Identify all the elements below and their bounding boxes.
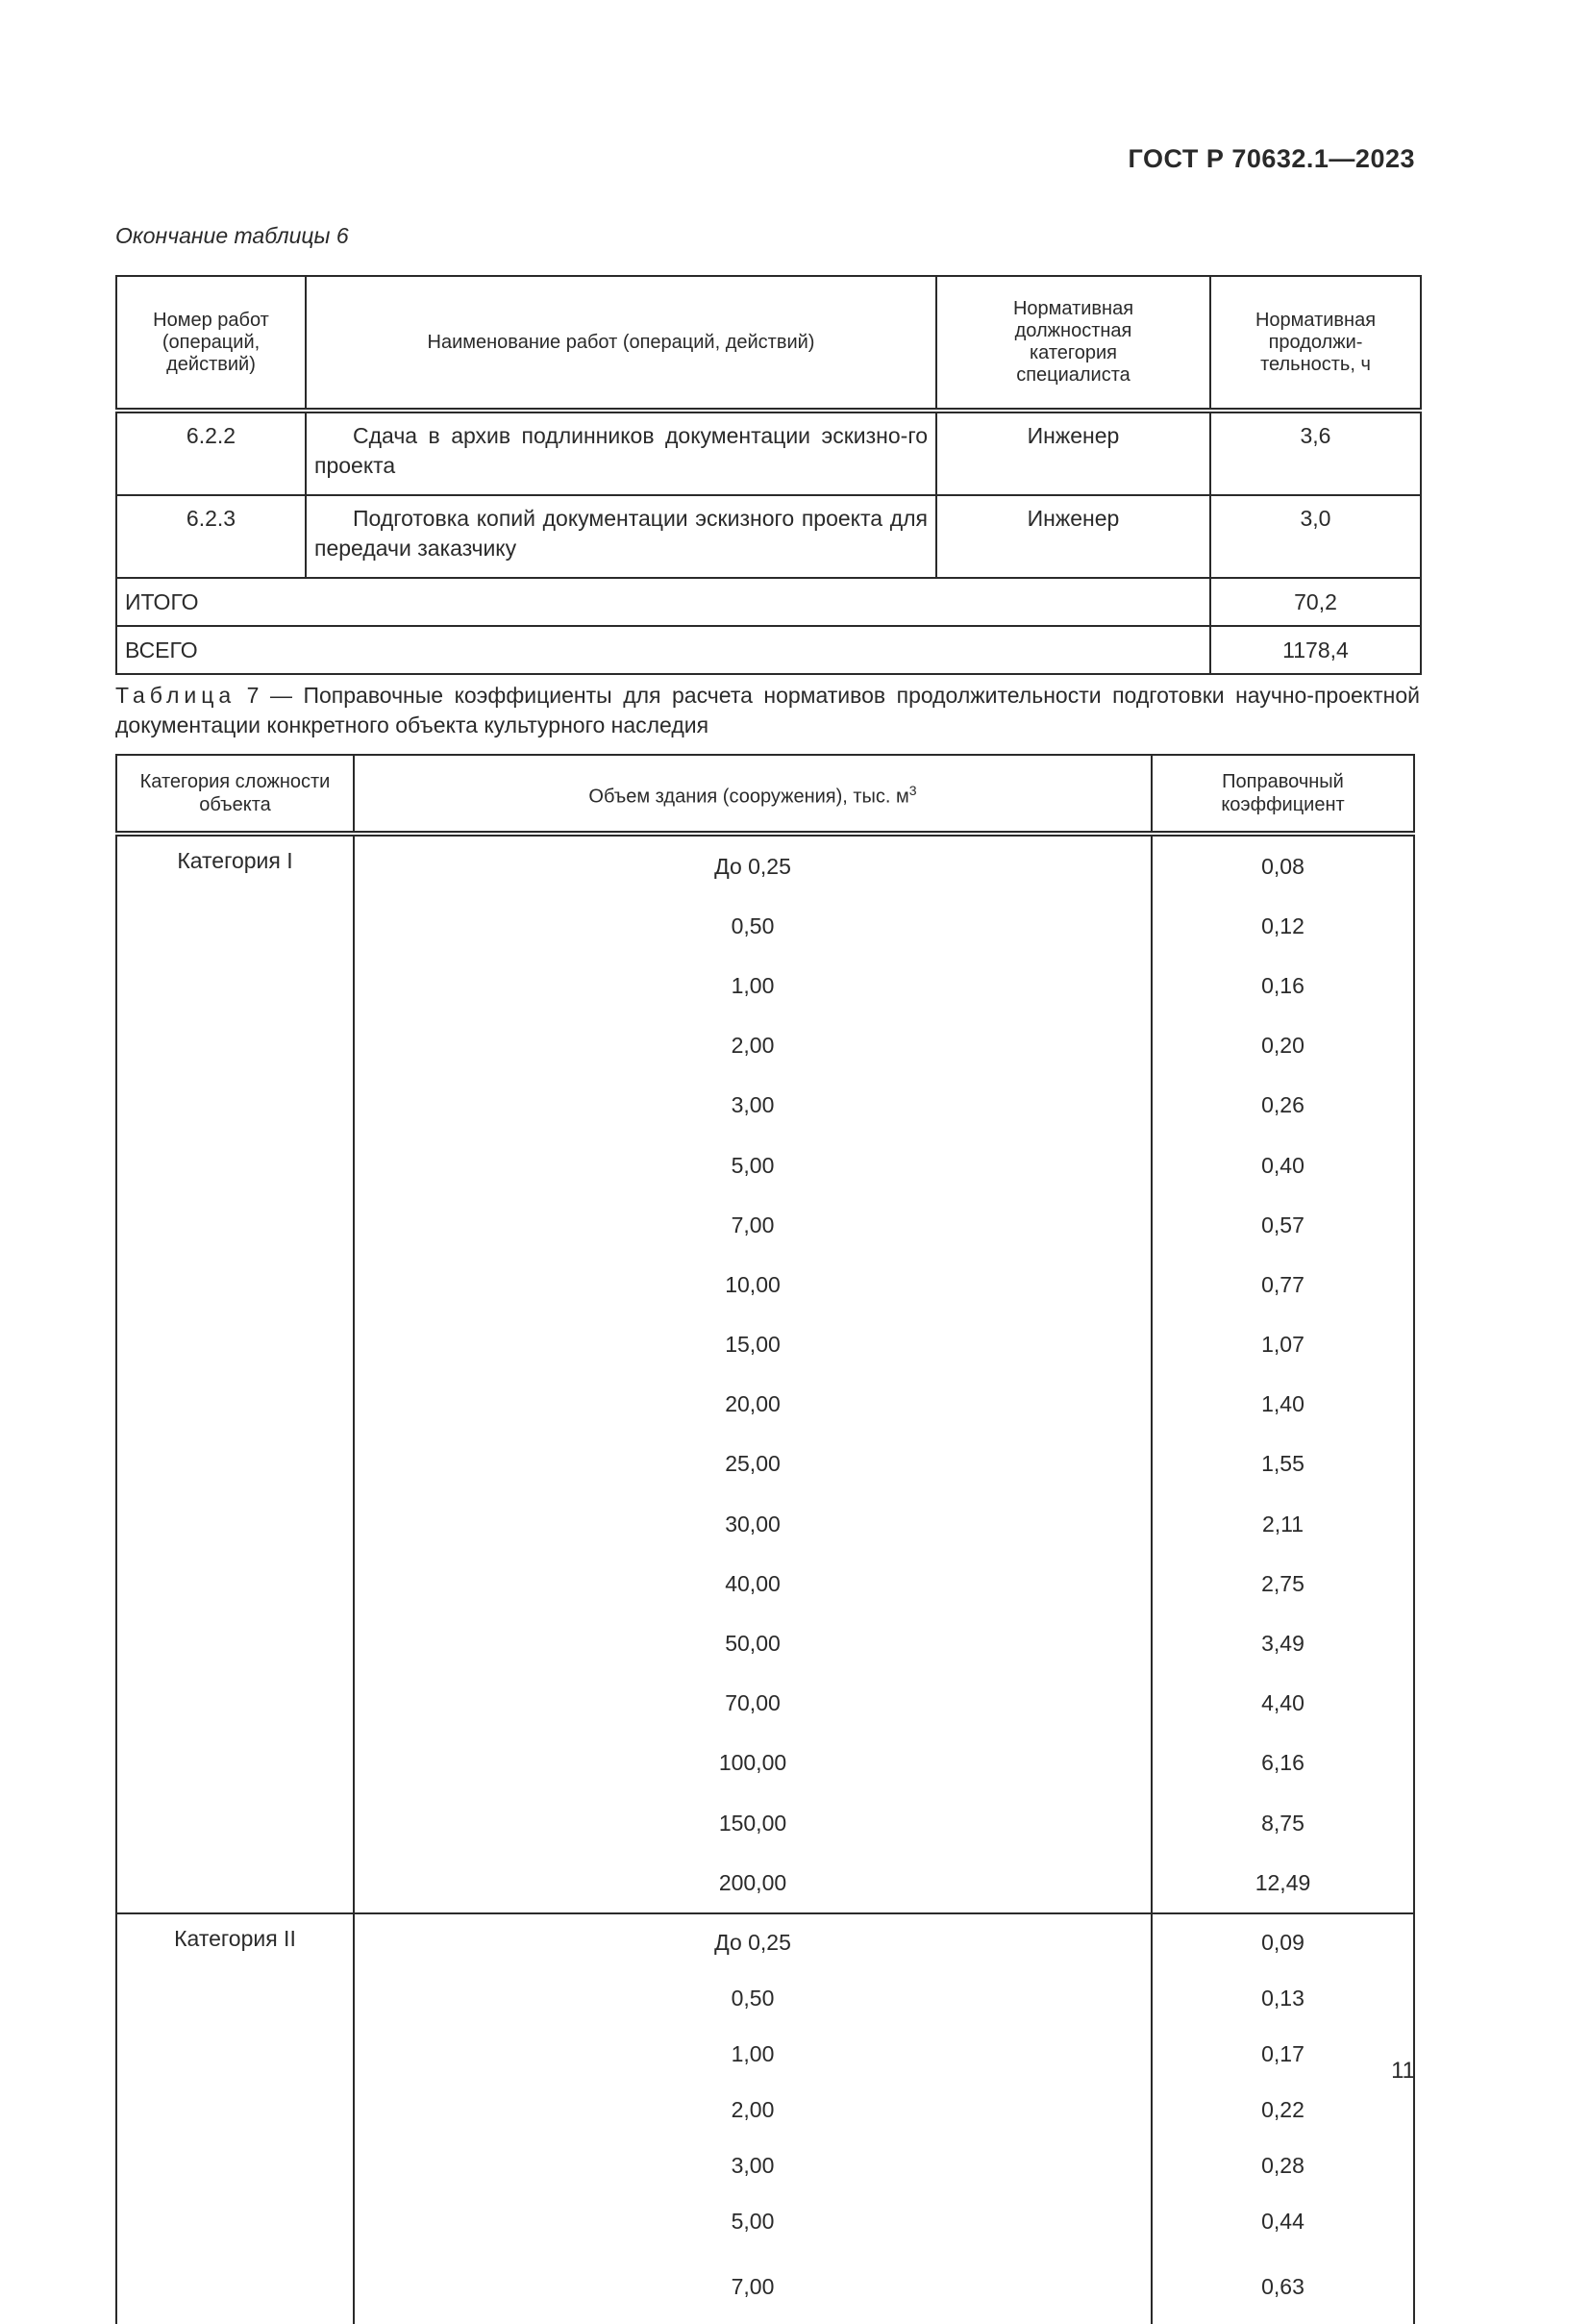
volume-cell: 200,00	[354, 1853, 1152, 1913]
category-cell	[116, 1793, 354, 1853]
volume-header-text: Объем здания (сооружения), тыс. м	[588, 786, 909, 808]
coefficient-cell: 2,75	[1152, 1554, 1414, 1613]
table-row	[116, 1255, 1414, 1314]
table-row	[116, 1435, 1414, 1494]
coefficient-cell: 0,77	[1152, 1255, 1414, 1314]
volume-cell: 5,00	[354, 1136, 1152, 1195]
volume-cell: 25,00	[354, 1435, 1152, 1494]
work-name-text: Сдача в архив подлинников документации эскизно-го проекта	[314, 423, 928, 478]
table-row	[116, 1076, 1414, 1136]
coefficient-cell: 0,28	[1152, 2137, 1414, 2193]
coefficient-cell: 0,13	[1152, 1970, 1414, 2026]
coefficient-cell: 12,49	[1152, 1853, 1414, 1913]
category-cell	[116, 1494, 354, 1554]
coefficient-cell: 1,40	[1152, 1375, 1414, 1435]
coefficient-cell: 0,12	[1152, 896, 1414, 956]
table-row	[116, 1734, 1414, 1793]
coefficient-cell: 0,09	[1152, 1913, 1414, 1970]
volume-cell: 3,00	[354, 2137, 1152, 2193]
category-cell	[116, 2082, 354, 2137]
category-cell	[116, 1613, 354, 1673]
category-cell	[116, 1734, 354, 1793]
coefficient-cell: 0,26	[1152, 1076, 1414, 1136]
category-cell	[116, 896, 354, 956]
coefficient-cell: 4,40	[1152, 1674, 1414, 1734]
volume-cell: 3,00	[354, 1076, 1152, 1136]
volume-cell: До 0,25	[354, 1913, 1152, 1970]
volume-cell: 0,50	[354, 1970, 1152, 2026]
table-row	[116, 1016, 1414, 1076]
work-number: 6.2.2	[116, 411, 306, 495]
document-code: ГОСТ Р 70632.1—2023	[1128, 144, 1415, 173]
coefficient-cell: 0,57	[1152, 1195, 1414, 1255]
volume-cell: 0,50	[354, 896, 1152, 956]
table7-header-row	[116, 755, 1414, 834]
coefficient-cell: 1,07	[1152, 1315, 1414, 1375]
coefficient-cell: 0,17	[1152, 2026, 1414, 2082]
work-name	[306, 411, 936, 495]
table7-caption	[115, 681, 1420, 740]
volume-cell: 20,00	[354, 1375, 1152, 1435]
coefficient-cell: 3,49	[1152, 1613, 1414, 1673]
table-row	[116, 1554, 1414, 1613]
table-row	[116, 2249, 1414, 2324]
volume-cell: 7,00	[354, 2249, 1152, 2324]
coefficient-cell: 0,44	[1152, 2193, 1414, 2249]
volume-cell: 70,00	[354, 1674, 1152, 1734]
table6-header-category: Нормативная должностная категория специалиста	[936, 276, 1210, 411]
category-cell	[116, 956, 354, 1015]
table7-caption-text: 7 — Поправочные коэффициенты для расчета нормативов продолжительности подготовки научно-проектной документации конкретного объекта культурного наследия	[115, 683, 1420, 737]
volume-cell: 2,00	[354, 1016, 1152, 1076]
category-group-1	[116, 834, 1414, 1913]
page-number: 11	[1391, 2058, 1415, 2084]
category-cell: Категория II	[116, 1913, 354, 1970]
coefficient-cell: 0,63	[1152, 2249, 1414, 2324]
category-cell	[116, 1016, 354, 1076]
table6	[115, 275, 1422, 675]
table6-caption: Окончание таблицы 6	[115, 223, 349, 248]
volume-cell: 7,00	[354, 1195, 1152, 1255]
table6-header-name: Наименование работ (операций, действий)	[306, 276, 936, 411]
table-row	[116, 1674, 1414, 1734]
table-row	[116, 1853, 1414, 1913]
total-row	[116, 578, 1421, 626]
table-row	[116, 896, 1414, 956]
category-cell	[116, 1853, 354, 1913]
table-row	[116, 1793, 1414, 1853]
category-cell	[116, 2249, 354, 2324]
table7-caption-prefix: Таблица	[115, 683, 236, 708]
table6-header-duration: Нормативная продолжи-тельность, ч	[1210, 276, 1421, 411]
table-row	[116, 1375, 1414, 1435]
table-row	[116, 1315, 1414, 1375]
volume-cell: 100,00	[354, 1734, 1152, 1793]
table-row	[116, 1970, 1414, 2026]
category-cell	[116, 1435, 354, 1494]
work-name-text: Подготовка копий документации эскизного проекта для передачи заказчику	[314, 506, 928, 561]
coefficient-cell: 0,08	[1152, 834, 1414, 896]
table-row	[116, 1195, 1414, 1255]
category-cell	[116, 2026, 354, 2082]
table7	[115, 754, 1415, 2324]
total-value: 70,2	[1210, 578, 1421, 626]
table-row	[116, 1494, 1414, 1554]
table7-header-volume	[354, 755, 1152, 834]
total-label: ИТОГО	[116, 578, 1210, 626]
grand-total-row	[116, 626, 1421, 674]
category-cell	[116, 1970, 354, 2026]
volume-cell: 1,00	[354, 2026, 1152, 2082]
table7-header-category: Категория сложности объекта	[116, 755, 354, 834]
table-row	[116, 2193, 1414, 2249]
volume-cell: 1,00	[354, 956, 1152, 1015]
table-row	[116, 1136, 1414, 1195]
category-cell	[116, 1554, 354, 1613]
category-cell	[116, 1674, 354, 1734]
volume-cell: 30,00	[354, 1494, 1152, 1554]
table-row	[116, 1913, 1414, 1970]
category-cell	[116, 2137, 354, 2193]
volume-cell: До 0,25	[354, 834, 1152, 896]
category-cell	[116, 1315, 354, 1375]
table-row	[116, 1613, 1414, 1673]
volume-cell: 10,00	[354, 1255, 1152, 1314]
coefficient-cell: 0,20	[1152, 1016, 1414, 1076]
table6-header-number: Номер работ (операций, действий)	[116, 276, 306, 411]
volume-cell: 50,00	[354, 1613, 1152, 1673]
category-cell	[116, 1076, 354, 1136]
grand-total-label: ВСЕГО	[116, 626, 1210, 674]
table-row	[116, 2026, 1414, 2082]
volume-cell: 2,00	[354, 2082, 1152, 2137]
volume-cell: 40,00	[354, 1554, 1152, 1613]
category-cell	[116, 1255, 354, 1314]
work-number: 6.2.3	[116, 495, 306, 578]
grand-total-value: 1178,4	[1210, 626, 1421, 674]
table7-header-coefficient: Поправочный коэффициент	[1152, 755, 1414, 834]
table-row	[116, 2082, 1414, 2137]
volume-cell: 150,00	[354, 1793, 1152, 1853]
coefficient-cell: 8,75	[1152, 1793, 1414, 1853]
work-name	[306, 495, 936, 578]
coefficient-cell: 0,16	[1152, 956, 1414, 1015]
category-cell	[116, 1136, 354, 1195]
category-cell	[116, 1195, 354, 1255]
category-cell	[116, 2193, 354, 2249]
table-row	[116, 411, 1421, 495]
specialist-category: Инженер	[936, 411, 1210, 495]
volume-header-sup: 3	[908, 782, 917, 798]
category-cell	[116, 1375, 354, 1435]
coefficient-cell: 1,55	[1152, 1435, 1414, 1494]
table-row	[116, 834, 1414, 896]
volume-cell: 15,00	[354, 1315, 1152, 1375]
coefficient-cell: 6,16	[1152, 1734, 1414, 1793]
coefficient-cell: 2,11	[1152, 1494, 1414, 1554]
volume-cell: 5,00	[354, 2193, 1152, 2249]
table-row	[116, 2137, 1414, 2193]
coefficient-cell: 0,22	[1152, 2082, 1414, 2137]
coefficient-cell: 0,40	[1152, 1136, 1414, 1195]
work-duration: 3,0	[1210, 495, 1421, 578]
table-row	[116, 495, 1421, 578]
table-row	[116, 956, 1414, 1015]
work-duration: 3,6	[1210, 411, 1421, 495]
table6-header-row	[116, 276, 1421, 411]
category-group-2	[116, 1913, 1414, 2324]
specialist-category: Инженер	[936, 495, 1210, 578]
category-cell: Категория I	[116, 834, 354, 896]
